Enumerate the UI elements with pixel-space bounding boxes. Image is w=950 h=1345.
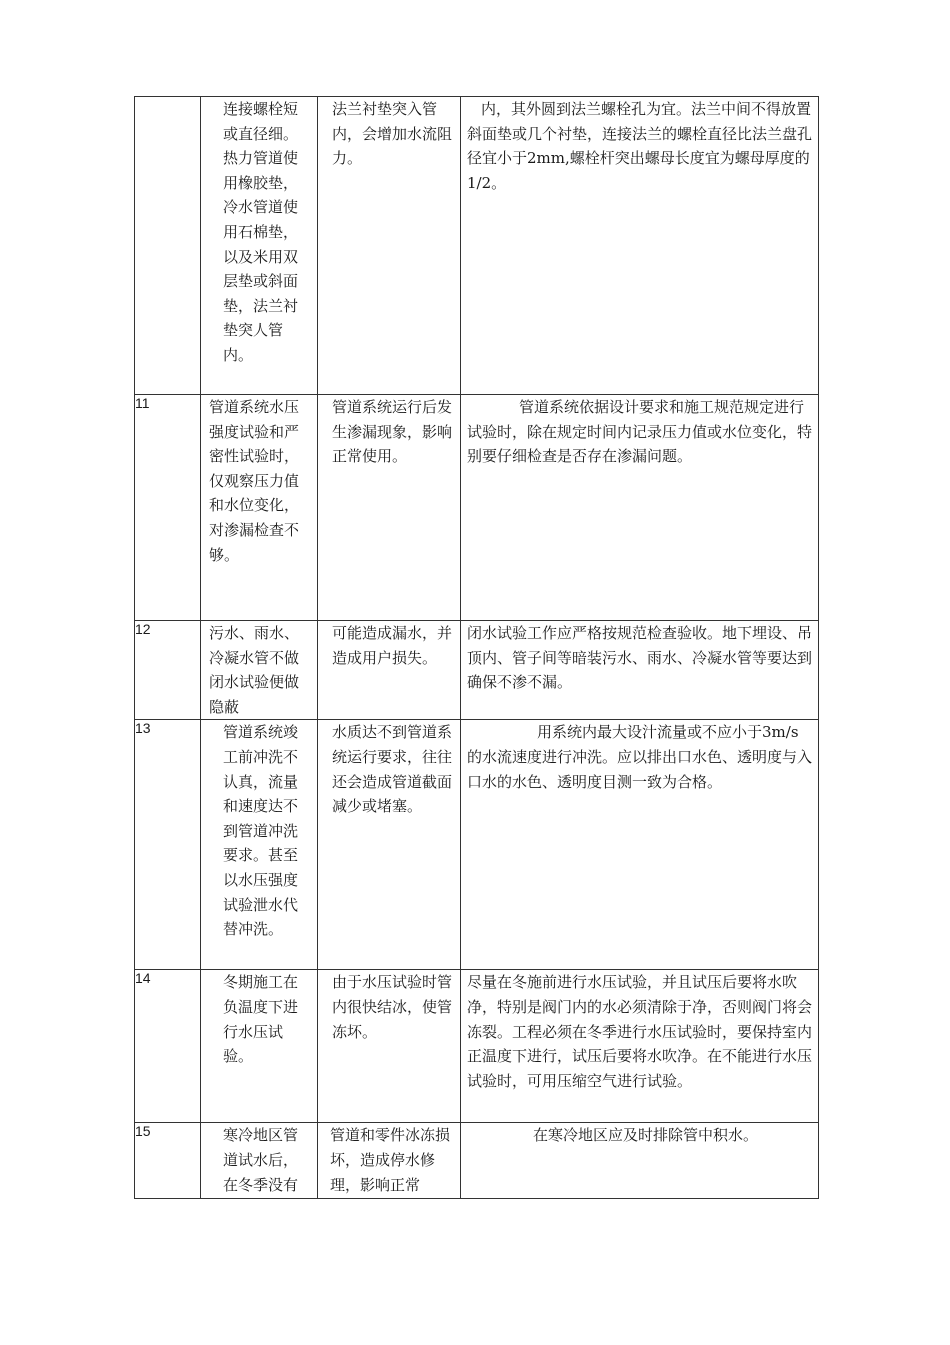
consequence-cell: 由于水压试验时管内很快结冰，使管冻坏。: [318, 970, 461, 1123]
table-row: [135, 97, 819, 395]
consequence-cell: 水质达不到管道系统运行要求，往往还会造成管道截面减少或堵塞。: [318, 720, 461, 970]
row-number: [135, 97, 201, 395]
consequence-cell: 可能造成漏水，并造成用户损失。: [318, 621, 461, 720]
table-row: [135, 720, 819, 970]
table-row: [135, 621, 819, 720]
problem-cell: 寒冷地区管道试水后，在冬季没有: [201, 1123, 318, 1199]
defects-table: [134, 96, 819, 1199]
row-number: 13: [135, 720, 201, 970]
problem-cell: 连接螺栓短或直径细。热力管道使用橡胶垫，冷水管道使用石棉垫，以及米用双层垫或斜面垫，法兰衬垫突人管内。: [201, 97, 318, 395]
table-row: [135, 395, 819, 621]
measure-cell: 管道系统依据设计要求和施工规范规定进行试验时，除在规定时间内记录压力值或水位变化，特别要仔细检查是否存在渗漏问题。: [461, 395, 819, 621]
table-row: [135, 1123, 819, 1199]
row-number: 12: [135, 621, 201, 720]
problem-cell: 管道系统竣工前冲洗不认真，流量和速度达不到管道冲洗要求。甚至以水压强度试验泄水代替冲洗。: [201, 720, 318, 970]
problem-cell: 污水、雨水、冷凝水管不做闭水试验便做隐蔽: [201, 621, 318, 720]
measure-cell: 闭水试验工作应严格按规范检查验收。地下埋设、吊顶内、管子间等暗装污水、雨水、冷凝水管等要达到确保不渗不漏。: [461, 621, 819, 720]
measure-cell: 内，其外圆到法兰螺栓孔为宜。法兰中间不得放置斜面垫或几个衬垫，连接法兰的螺栓直径比法兰盘孔径宜小于2mm,螺栓杆突出螺母长度宜为螺母厚度的1/2。: [461, 97, 819, 395]
consequence-cell: 管道和零件冰冻损坏，造成停水修理，影响正常: [318, 1123, 461, 1199]
row-number: 15: [135, 1123, 201, 1199]
consequence-cell: 法兰衬垫突入管内，会增加水流阻力。: [318, 97, 461, 395]
row-number: 11: [135, 395, 201, 621]
measure-cell: 在寒冷地区应及时排除管中积水。: [461, 1123, 819, 1199]
measure-cell: 尽量在冬施前进行水压试验，并且试压后要将水吹净，特别是阀门内的水必须清除于净，否则阀门将会冻裂。工程必须在冬季进行水压试验时，要保持室内正温度下进行，试压后要将水吹净。在不能进行水压试验时，可用压缩空气进行试验。: [461, 970, 819, 1123]
problem-cell: 冬期施工在负温度下进行水压试验。: [201, 970, 318, 1123]
problem-cell: 管道系统水压强度试验和严密性试验时，仅观察压力值和水位变化，对渗漏检查不够。: [201, 395, 318, 621]
measure-cell: 用系统内最大设汁流量或不应小于3m/s的水流速度进行冲洗。应以排出口水色、透明度与入口水的水色、透明度目测一致为合格。: [461, 720, 819, 970]
table-row: [135, 970, 819, 1123]
row-number: 14: [135, 970, 201, 1123]
consequence-cell: 管道系统运行后发生渗漏现象，影响正常使用。: [318, 395, 461, 621]
